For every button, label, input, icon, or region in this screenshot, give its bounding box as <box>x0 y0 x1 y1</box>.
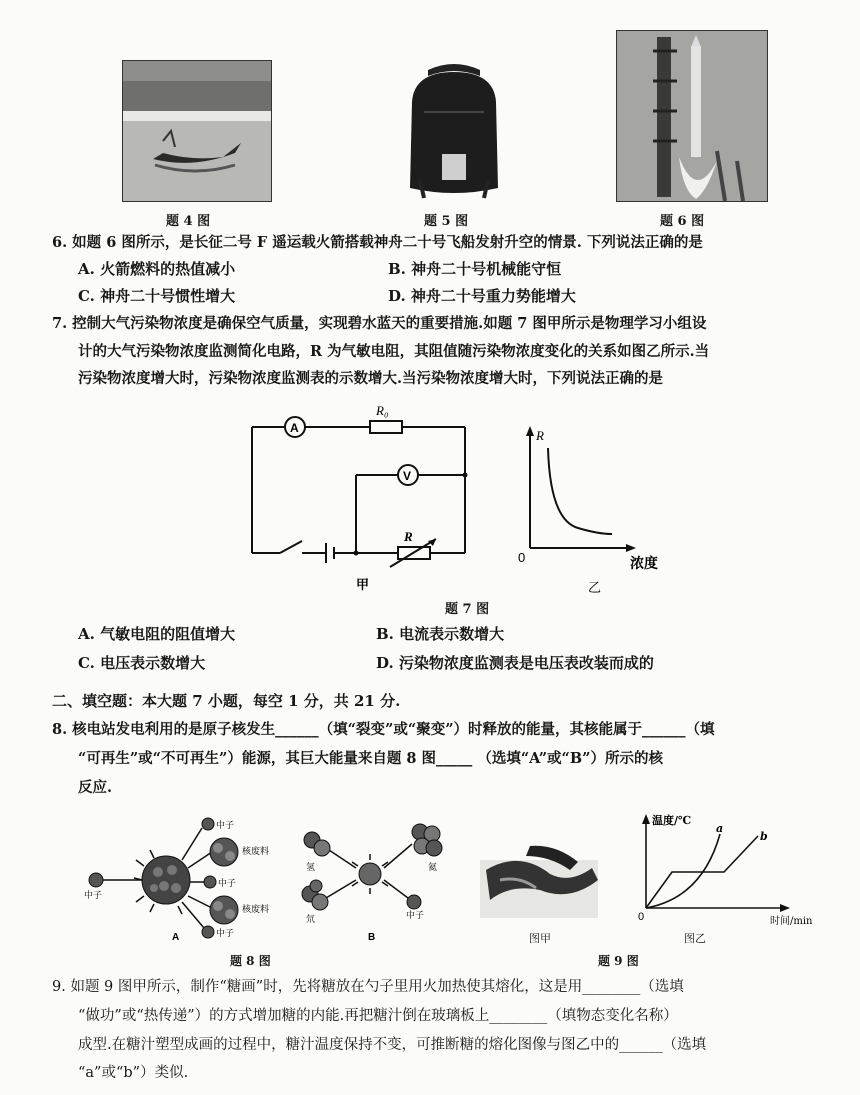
fig7-r-label: R <box>404 529 413 544</box>
fig7-ammeter-label: A <box>290 421 299 435</box>
q7-option-d: D. 污染物浓度监测表是电压表改装而成的 <box>376 654 654 672</box>
fig6-photo <box>616 30 768 202</box>
fig7-r-vs-concentration-graph <box>508 420 678 595</box>
fig8-a-label: A <box>172 932 180 943</box>
fig7-graph-ylabel: R <box>536 428 544 443</box>
fig8-a-fission-diagram <box>82 810 292 945</box>
q7-option-a: A. 气敏电阻的阻值增大 <box>78 625 236 643</box>
fig9-curve-b-label: b <box>760 830 768 843</box>
fig8-neutron-bottom-label: 中子 <box>216 929 235 939</box>
fig9-jia-photo <box>480 840 598 918</box>
fig6-caption: 题 6 图 <box>660 214 705 229</box>
fig9-sugar-painting-image <box>480 840 598 918</box>
fig9-ylabel: 温度/℃ <box>652 814 692 827</box>
fig8-h-left-bottom-label: 氘 <box>306 915 316 925</box>
q7-stem-line1: 7. 控制大气污染物浓度是确保空气质量，实现碧水蓝天的重要措施.如题 7 图甲所示是物理学习小组设 <box>52 315 707 332</box>
fig8-waste-1-label: 核废料 <box>242 847 270 857</box>
q6-stem: 6. 如题 6 图所示，是长征二号 F 遥运载火箭搭载神舟二十号飞船发射升空的情景. 下列说法正确的是 <box>52 234 703 251</box>
q8-stem-line3: 反应. <box>78 779 113 796</box>
fig8-h-left-top-label: 氢 <box>306 863 316 873</box>
fig6-rocket-image <box>617 31 767 201</box>
fig9-xlabel: 时间/min <box>770 916 813 927</box>
fig4-boat-image <box>123 61 271 201</box>
fig7-r0-label: R₀ <box>376 403 389 418</box>
fig7-jia-label: 甲 <box>356 578 370 593</box>
q7-stem-line2: 计的大气污染物浓度监测简化电路，R 为气敏电阻，其阻值随污染物浓度变化的关系如图乙所示.当 <box>78 343 710 360</box>
section-2-heading: 二、填空题：本大题 7 小题，每空 1 分，共 21 分. <box>52 692 401 710</box>
fig5-photo <box>398 62 510 200</box>
fig7-yi-label: 乙 <box>588 581 602 595</box>
fig8-neutron-top-label: 中子 <box>216 821 235 831</box>
q9-stem-line2: “做功”或“热传递”）的方式增加糖的内能.再把糖汁倒在玻璃板上________（填物态变化名称） <box>78 1008 678 1024</box>
fig7-graph-origin: 0 <box>518 550 526 565</box>
fig8-he-right-label: 氦 <box>428 863 438 873</box>
q9-stem-line4: “a”或“b”）类似. <box>78 1065 189 1081</box>
fig9-yi-label: 图乙 <box>684 932 706 945</box>
fig8-b-label: B <box>368 932 376 943</box>
fig9-temperature-time-graph <box>632 810 832 930</box>
q6-option-c: C. 神舟二十号惯性增大 <box>78 287 236 305</box>
q7-stem-line3: 污染物浓度增大时，污染物浓度监测表的示数增大.当污染物浓度增大时，下列说法正确的是 <box>78 370 664 387</box>
fig7-graph-xlabel: 浓度 <box>630 556 658 572</box>
fig9-caption: 题 9 图 <box>598 954 639 968</box>
q9-stem-line3: 成型.在糖汁塑型成画的过程中，糖汁温度保持不变，可推断糖的熔化图像与图乙中的______（选填 <box>78 1037 707 1053</box>
fig7-circuit-diagram <box>240 395 480 595</box>
fig7-voltmeter-label: V <box>403 469 412 483</box>
fig4-photo <box>122 60 272 202</box>
fig8-waste-2-label: 核废料 <box>242 905 270 915</box>
q8-stem-line2: “可再生”或“不可再生”）能源，其巨大能量来自题 8 图_____ （选填“A”或“B”）所示的核 <box>78 750 663 767</box>
q9-stem-line1: 9. 如题 9 图甲所示，制作“糖画”时，先将糖放在勺子里用火加热使其熔化，这是用________（选填 <box>52 979 684 995</box>
fig7-caption: 题 7 图 <box>445 602 490 617</box>
fig9-jia-label: 图甲 <box>529 932 551 945</box>
fig5-backpack-image <box>398 62 510 200</box>
q8-stem-line1: 8. 核电站发电利用的是原子核发生______（填“裂变”或“聚变”）时释放的能量，其核能属于______（填 <box>52 721 715 738</box>
fig8-neutron-mid-label: 中子 <box>218 879 237 889</box>
fig8-neutron-in-label: 中子 <box>84 891 103 901</box>
fig8-neutron-right-label: 中子 <box>406 911 425 921</box>
fig4-caption: 题 4 图 <box>166 214 211 229</box>
fig9-origin: 0 <box>638 911 645 923</box>
fig8-caption: 题 8 图 <box>230 954 271 968</box>
fig5-caption: 题 5 图 <box>424 214 469 229</box>
q7-option-c: C. 电压表示数增大 <box>78 654 206 672</box>
fig8-b-fusion-diagram <box>296 814 466 944</box>
q7-option-b: B. 电流表示数增大 <box>376 625 505 643</box>
q6-option-d: D. 神舟二十号重力势能增大 <box>388 287 576 305</box>
fig9-curve-a-label: a <box>716 822 724 835</box>
q6-option-b: B. 神舟二十号机械能守恒 <box>388 260 562 278</box>
q6-option-a: A. 火箭燃料的热值减小 <box>78 260 236 278</box>
